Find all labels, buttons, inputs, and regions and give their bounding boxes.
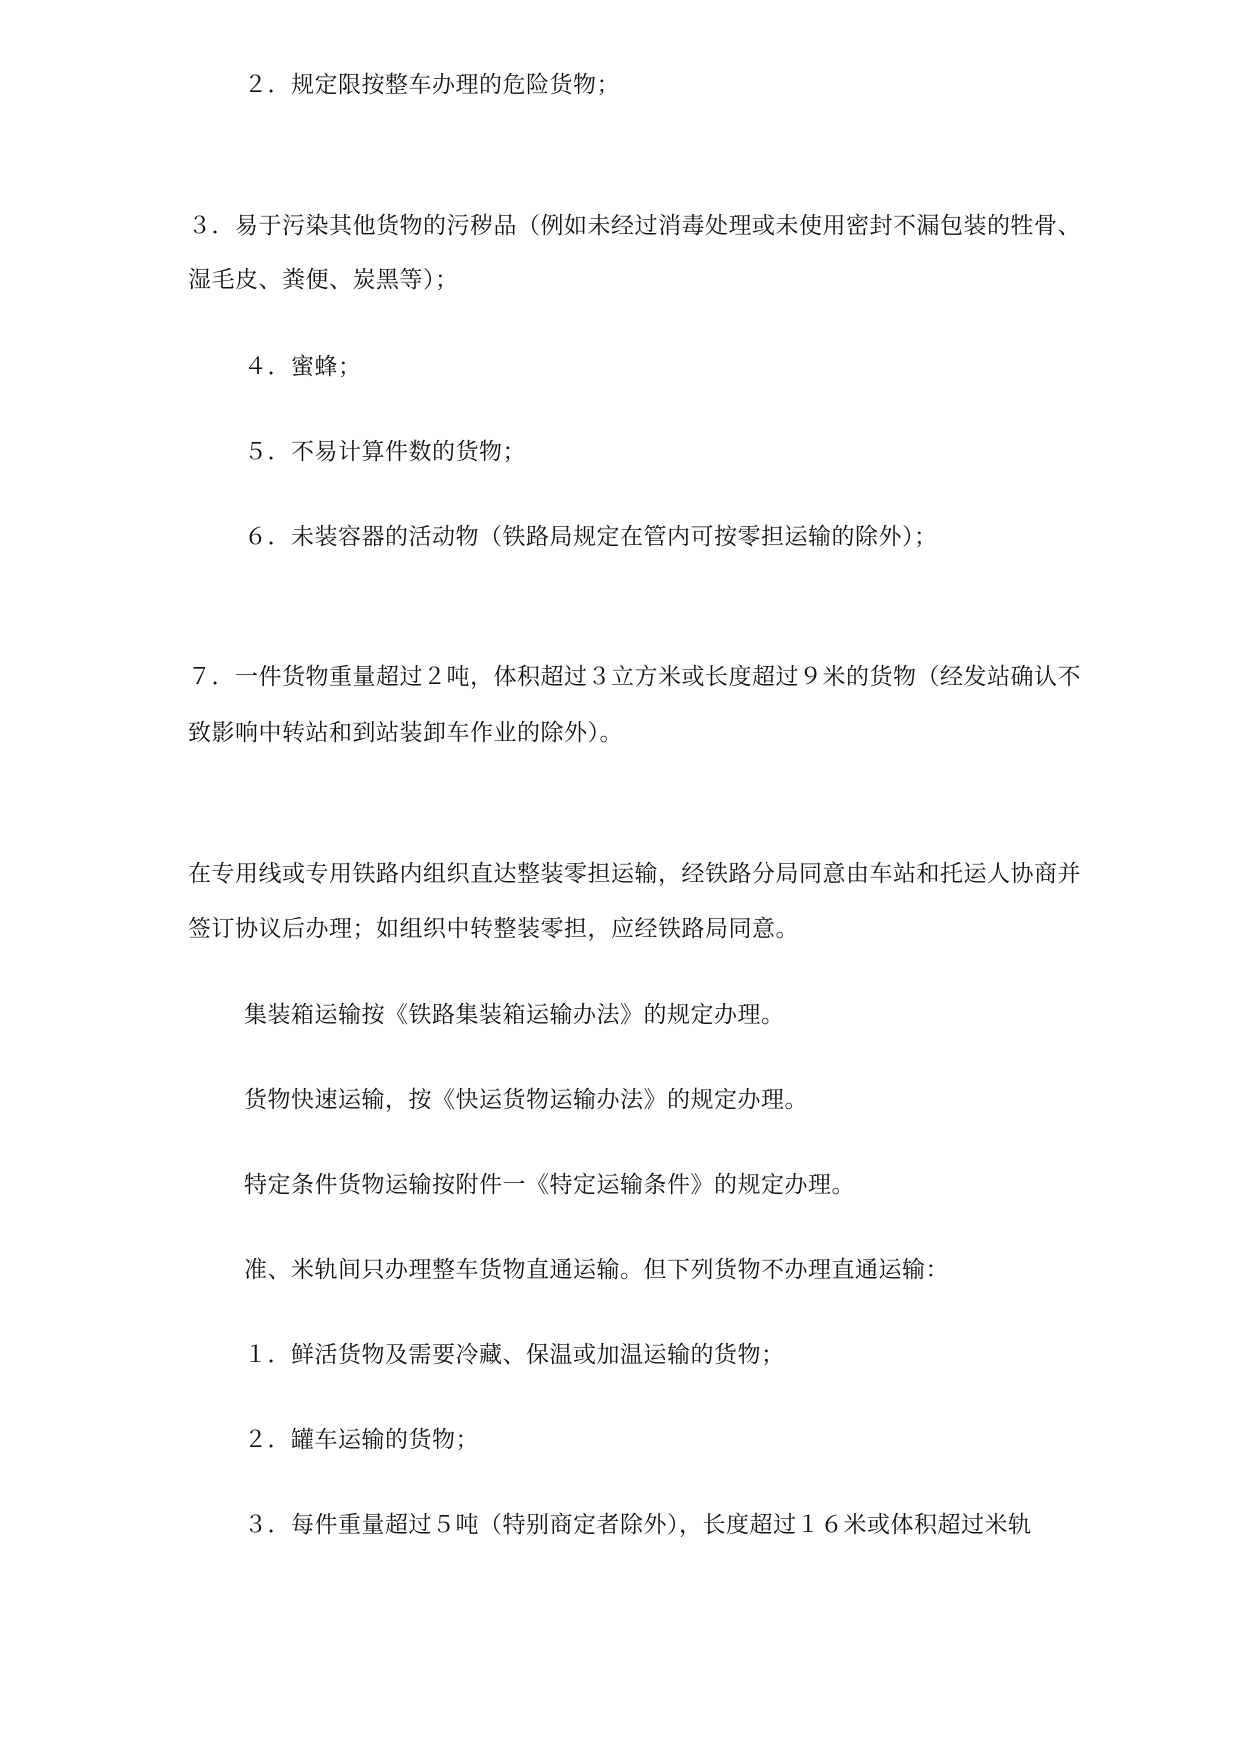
text-line: 致影响中转站和到站装卸车作业的除外）。 xyxy=(188,720,623,746)
text-line: 集装箱运输按《铁路集装箱运输办法》的规定办理。 xyxy=(244,1002,785,1028)
text-line: ７．一件货物重量超过２吨，体积超过３立方米或长度超过９米的货物（经发站确认不 xyxy=(188,664,1081,690)
text-line: ６．未装容器的活动物（铁路局规定在管内可按零担运输的除外）； xyxy=(244,524,938,550)
text-line: 湿毛皮、粪便、炭黑等）； xyxy=(188,267,459,293)
text-line: 签订协议后办理；如组织中转整装零担，应经铁路局同意。 xyxy=(188,916,799,942)
text-line: ２．规定限按整车办理的危险货物； xyxy=(244,72,620,98)
text-line: １．鲜活货物及需要冷藏、保温或加温运输的货物； xyxy=(244,1342,785,1368)
text-line: 特定条件货物运输按附件一《特定运输条件》的规定办理。 xyxy=(244,1172,855,1198)
text-line: 准、米轨间只办理整车货物直通运输。但下列货物不办理直通运输： xyxy=(244,1257,949,1283)
text-line: ２．罐车运输的货物； xyxy=(244,1427,479,1453)
text-line: ３．每件重量超过５吨（特别商定者除外），长度超过１６米或体积超过米轨 xyxy=(244,1512,1032,1538)
text-line: ３．易于污染其他货物的污秽品（例如未经过消毒处理或未使用密封不漏包装的牲骨、 xyxy=(188,213,1081,239)
text-line: ５．不易计算件数的货物； xyxy=(244,439,526,465)
text-line: ４．蜜蜂； xyxy=(244,354,362,380)
text-line: 在专用线或专用铁路内组织直达整装零担运输，经铁路分局同意由车站和托运人协商并 xyxy=(188,861,1081,887)
text-line: 货物快速运输，按《快运货物运输办法》的规定办理。 xyxy=(244,1087,808,1113)
